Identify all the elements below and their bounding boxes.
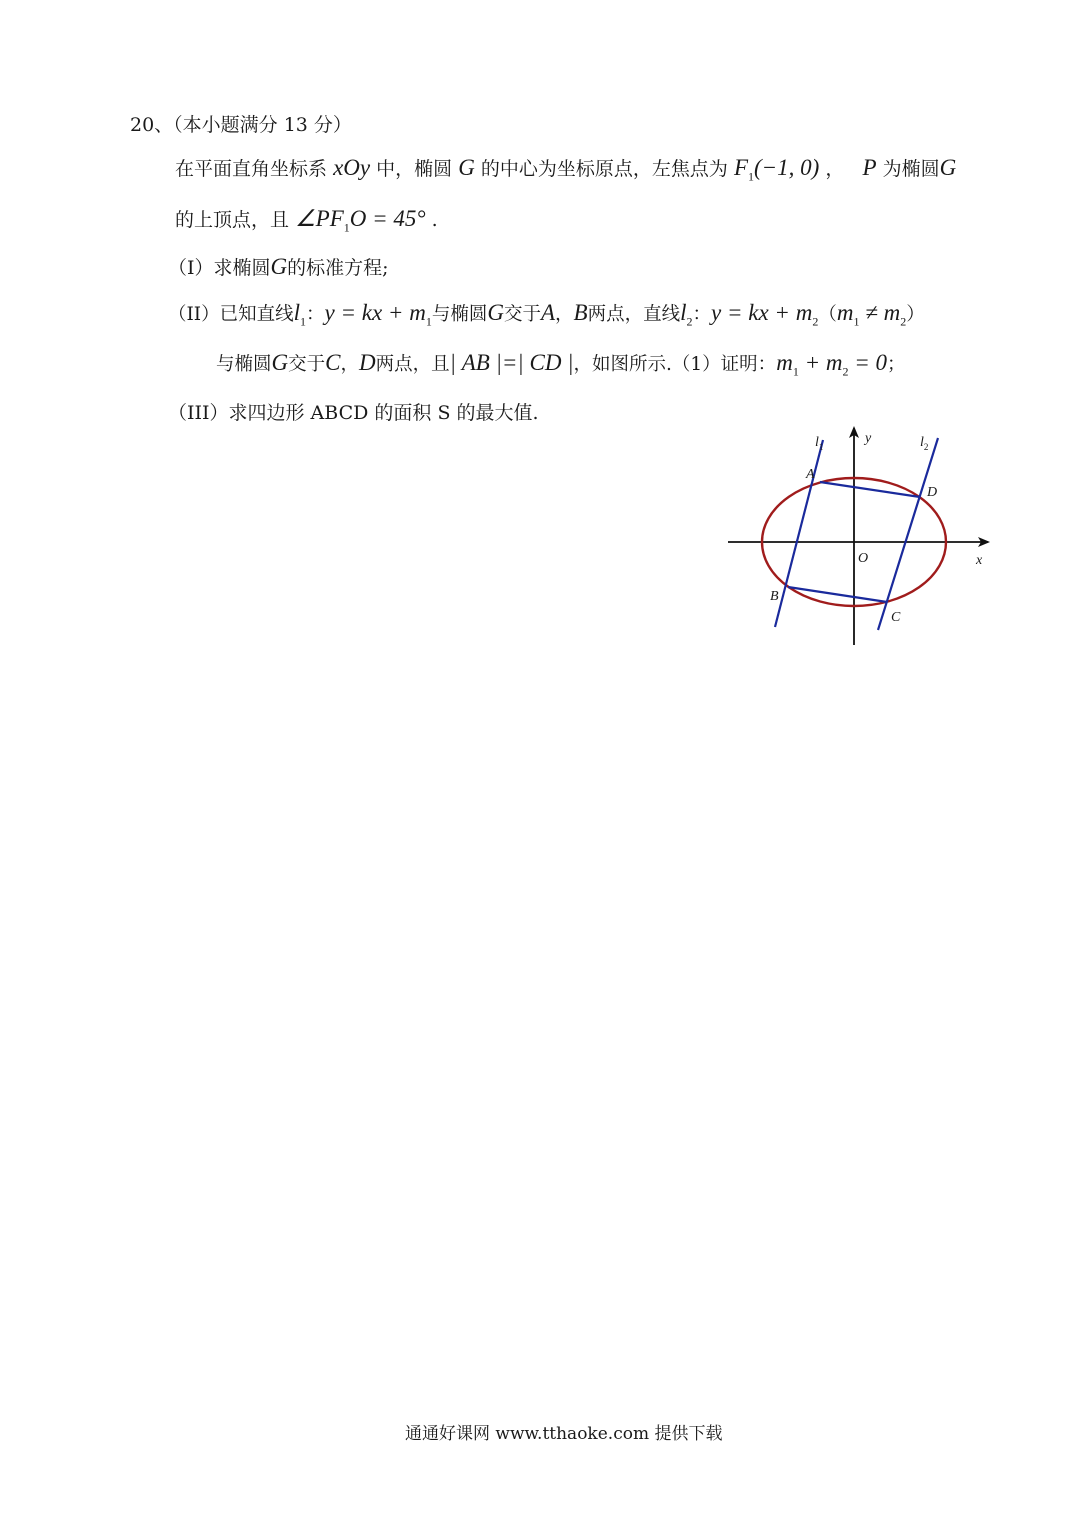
math-l1: $l_1$ bbox=[293, 300, 307, 329]
label-l1: $l_1$ bbox=[815, 435, 824, 452]
math-angle: $\angle PF_1O = 45^\circ$ bbox=[295, 206, 426, 235]
math-l2: $l_2$ bbox=[680, 300, 693, 329]
text: ， bbox=[825, 158, 845, 180]
text: 交于 bbox=[503, 304, 541, 325]
math-g: G bbox=[939, 155, 957, 180]
math-m-neq: $m_1 \ne m_2$ bbox=[836, 300, 907, 329]
text: 两点，直线 bbox=[587, 304, 681, 325]
math-p: P bbox=[862, 155, 877, 180]
problem-line-1 bbox=[175, 154, 956, 185]
text: . bbox=[431, 209, 438, 231]
label-y: y bbox=[865, 431, 872, 446]
math-line2-eq: y = kx + $m_2$ bbox=[711, 300, 819, 329]
label-origin: O bbox=[858, 551, 869, 566]
math-g: G bbox=[270, 254, 288, 279]
text: 在平面直角坐标系 bbox=[175, 158, 328, 180]
ellipse-figure bbox=[720, 420, 1000, 652]
footer: 通通好课网 www.tthaoke.com 提供下载 bbox=[405, 1424, 723, 1444]
math-g: G bbox=[271, 350, 289, 375]
math-xoy: xOy bbox=[333, 155, 371, 180]
problem-header: 20、（本小题满分 13 分） bbox=[130, 114, 352, 136]
text: ； bbox=[886, 354, 906, 375]
line-l1 bbox=[775, 440, 823, 627]
label-a: A bbox=[806, 467, 815, 482]
text: 的上顶点，且 bbox=[175, 209, 290, 231]
math-a: A bbox=[540, 300, 556, 325]
text: ，如图所示.（1）证明： bbox=[573, 354, 777, 375]
text: 与椭圆 bbox=[216, 354, 272, 375]
text: 与椭圆 bbox=[431, 304, 488, 325]
math-focus: $F_1(-1$, 0) bbox=[733, 155, 820, 184]
text: 交于 bbox=[288, 354, 326, 375]
label-d: D bbox=[927, 485, 938, 500]
label-c: C bbox=[891, 610, 901, 625]
text: （ bbox=[818, 304, 837, 325]
part-2-line-a bbox=[168, 300, 925, 330]
math-g: G bbox=[458, 155, 475, 180]
text: 中，椭圆 bbox=[376, 158, 453, 180]
problem-line-2 bbox=[175, 205, 438, 236]
math-d: D bbox=[359, 350, 376, 375]
text: ， bbox=[555, 304, 574, 325]
text: （II）已知直线 bbox=[168, 304, 294, 325]
text: 的中心为坐标原点，左焦点为 bbox=[480, 158, 728, 180]
math-b: B bbox=[573, 300, 588, 325]
math-line1-eq: y = kx + $m_1$ bbox=[324, 300, 432, 329]
text: 两点，且 bbox=[375, 354, 450, 375]
text: ， bbox=[340, 354, 360, 375]
label-l2: $l_2$ bbox=[920, 435, 929, 452]
part-2-line-b bbox=[216, 350, 906, 380]
text: （Ⅰ）求椭圆 bbox=[168, 257, 271, 279]
text: 的标准方程; bbox=[287, 257, 389, 279]
label-x: x bbox=[976, 553, 983, 568]
math-ab-cd: | AB |=| CD | bbox=[449, 350, 574, 375]
math-g: G bbox=[487, 300, 504, 325]
label-b: B bbox=[770, 589, 779, 604]
part-1 bbox=[168, 253, 389, 280]
text: ） bbox=[906, 304, 925, 325]
part-3: （III）求四边形 ABCD 的面积 S 的最大值. bbox=[168, 402, 539, 424]
math-c: C bbox=[325, 350, 341, 375]
text: ： bbox=[692, 304, 712, 325]
math-m-sum: $m_1 + m_2 = 0$ bbox=[776, 350, 887, 379]
text: 为椭圆 bbox=[882, 158, 940, 180]
text: ： bbox=[306, 304, 325, 325]
